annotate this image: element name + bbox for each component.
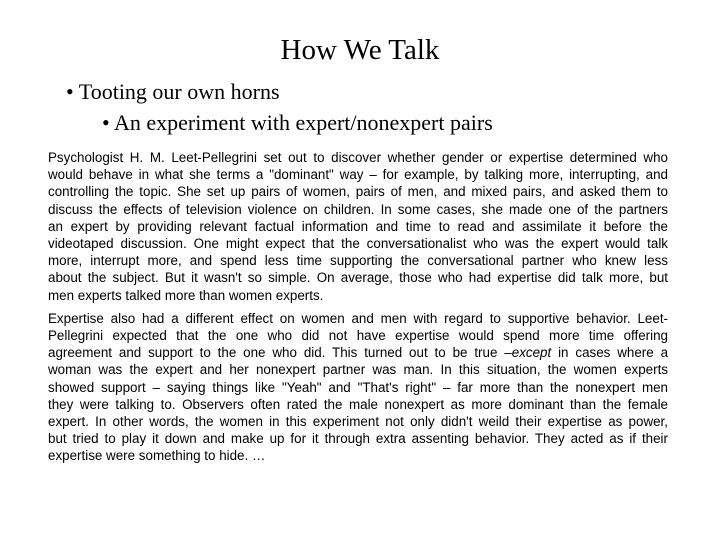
paragraph-1-line: about the subject. But it wasn't so simple. On average, those who had expertise did talk more, but xyxy=(48,270,668,286)
paragraph-1-line: discuss the effects of television violence on children. In some cases, she made one of the partners xyxy=(48,201,668,217)
paragraph-2-line xyxy=(48,344,668,361)
paragraph-1-line: would behave in what she terms a "dominant" way – for example, by talking more, interrupting, and xyxy=(48,167,668,183)
paragraph-2-line: woman was the expert and her nonexpert partner was man. In this situation, the women experts xyxy=(48,362,668,378)
paragraph-2-line: expertise were something to hide. … xyxy=(48,448,266,464)
bullet-level-2: • An experiment with expert/nonexpert pairs xyxy=(102,110,493,135)
paragraph-2-line: showed support – saying things like "Yeah" and "That's right" – far more than the nonexpert men xyxy=(48,379,668,395)
emphasis-except: except xyxy=(511,345,552,361)
paragraph-1-line: more, interrupt more, and spend less time supporting the conversational partner who knew less xyxy=(48,253,668,269)
paragraph-2 xyxy=(48,310,668,465)
text-run: agreement and support to the one who did. This turned out to be true – xyxy=(48,345,512,361)
paragraph-1-line: an expert by providing relevant factual information and time to read and assimilate it before the xyxy=(48,218,668,234)
paragraph-2-line: Pellegrini expected that the one who did not have expertise would spend more time offering xyxy=(48,328,668,344)
paragraph-2-line: they were talking to. Observers often rated the male nonexpert as more dominant than the female xyxy=(48,396,668,412)
paragraph-2-line: but tried to play it down and make up for it through extra assenting behavior. They acted as if their xyxy=(48,431,668,447)
paragraph-2-line: Expertise also had a different effect on women and men with regard to supportive behavior. Leet- xyxy=(48,310,668,326)
paragraph-2-line: expert. In other words, the women in this experiment not only didn't weild their expertise as power, xyxy=(48,414,668,430)
body-text xyxy=(48,149,668,465)
text-run: in cases where a xyxy=(551,345,668,361)
paragraph-1 xyxy=(48,149,668,304)
paragraph-1-line: controlling the topic. She set up pairs of women, pairs of men, and mixed pairs, and asked them to xyxy=(48,184,668,200)
paragraph-1-line: men experts talked more than women experts. xyxy=(48,287,324,303)
paragraph-1-line: Psychologist H. M. Leet-Pellegrini set out to discover whether gender or expertise determined who xyxy=(48,150,668,165)
slide-title: How We Talk xyxy=(280,34,440,66)
bullet-level-1: • Tooting our own horns xyxy=(66,79,280,104)
paragraph-1-line: videotaped discussion. One might expect that the conversationalist who was the expert would talk xyxy=(48,236,668,252)
